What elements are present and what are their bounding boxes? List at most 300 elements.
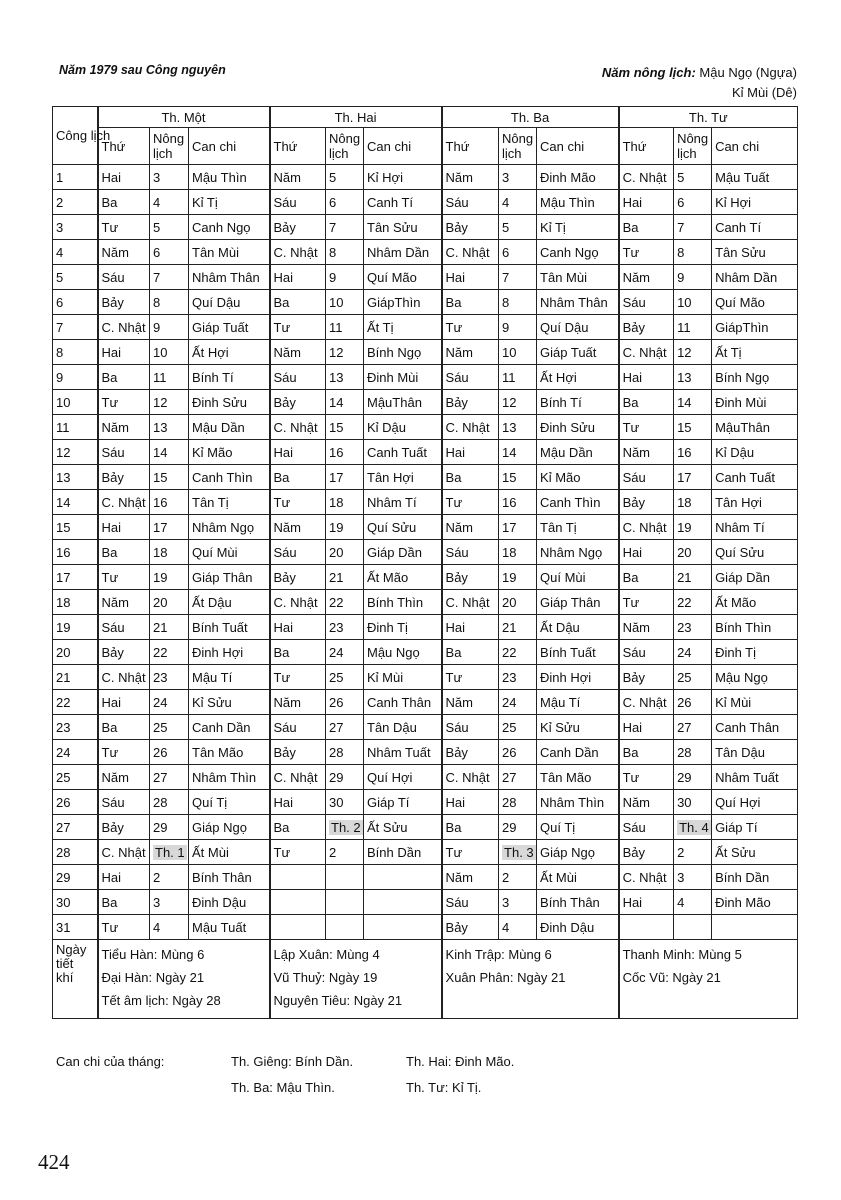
canchi-cell: [364, 865, 442, 890]
canchi-cell: Nhâm Tuất: [712, 765, 798, 790]
canchi-cell: Đinh Sửu: [537, 415, 619, 440]
canchi-cell: Quí Sửu: [364, 515, 442, 540]
canchi-cell: Ất Mão: [712, 590, 798, 615]
canchi-cell: Bính Ngọ: [364, 340, 442, 365]
weekday-cell: C. Nhật: [619, 165, 674, 190]
new-month-marker: Th. 1: [155, 844, 185, 860]
day-row: [53, 540, 798, 565]
lunar-day-cell: 29: [499, 815, 537, 840]
sub-header-weekday: Thứ: [270, 128, 326, 165]
weekday-cell: Tư: [270, 665, 326, 690]
canchi-cell: Canh Tí: [712, 215, 798, 240]
weekday-cell: Năm: [619, 265, 674, 290]
day-row: [53, 340, 798, 365]
sub-header-canchi: Can chi: [712, 128, 798, 165]
day-cell: 4: [53, 240, 98, 265]
canchi-cell: MậuThân: [364, 390, 442, 415]
lunar-day-cell: 2: [326, 840, 364, 865]
lunar-day-cell: 22: [326, 590, 364, 615]
lunar-day-cell: [674, 815, 712, 840]
lunar-day-cell: 16: [674, 440, 712, 465]
canchi-cell: Bính Tí: [189, 365, 270, 390]
day-row: [53, 290, 798, 315]
canchi-cell: Quí Mão: [364, 265, 442, 290]
weekday-cell: Ba: [98, 540, 150, 565]
weekday-cell: Hai: [619, 365, 674, 390]
lunar-day-cell: 2: [674, 840, 712, 865]
tiet-khi-cell: [98, 940, 270, 1019]
lunar-day-cell: 25: [326, 665, 364, 690]
weekday-cell: [270, 915, 326, 940]
canchi-cell: [364, 915, 442, 940]
lunar-year-label: Năm nông lịch:: [601, 65, 696, 80]
day-cell: 16: [53, 540, 98, 565]
weekday-cell: Hai: [619, 540, 674, 565]
lunar-day-cell: 17: [499, 515, 537, 540]
canchi-cell: Tân Mão: [189, 740, 270, 765]
weekday-cell: Bảy: [619, 490, 674, 515]
day-cell: 23: [53, 715, 98, 740]
canchi-cell: GiápThìn: [364, 290, 442, 315]
lunar-day-cell: [150, 840, 189, 865]
lunar-day-cell: 19: [674, 515, 712, 540]
canchi-cell: Mậu Thìn: [537, 190, 619, 215]
canchi-cell: Bính Tí: [537, 390, 619, 415]
footer-month-gieng: Th. Giêng: Bính Dần.: [231, 1054, 354, 1069]
canchi-cell: Kỉ Dậu: [364, 415, 442, 440]
weekday-cell: Sáu: [98, 440, 150, 465]
new-month-marker: Th. 3: [504, 844, 534, 860]
weekday-cell: [270, 890, 326, 915]
weekday-cell: C. Nhật: [98, 315, 150, 340]
canchi-cell: Giáp Tuất: [537, 340, 619, 365]
weekday-cell: Tư: [619, 765, 674, 790]
lunar-day-cell: 14: [499, 440, 537, 465]
day-row: [53, 440, 798, 465]
day-row: [53, 590, 798, 615]
day-cell: 6: [53, 290, 98, 315]
lunar-day-cell: 6: [499, 240, 537, 265]
lunar-day-cell: 10: [499, 340, 537, 365]
lunar-day-cell: 3: [150, 165, 189, 190]
day-row: [53, 240, 798, 265]
canchi-cell: Mậu Tuất: [712, 165, 798, 190]
lunar-day-cell: 4: [150, 190, 189, 215]
lunar-day-cell: 14: [674, 390, 712, 415]
canchi-cell: Đinh Dậu: [537, 915, 619, 940]
weekday-cell: Sáu: [270, 715, 326, 740]
lunar-day-cell: 24: [150, 690, 189, 715]
lunar-day-cell: 8: [150, 290, 189, 315]
weekday-cell: Ba: [270, 640, 326, 665]
day-cell: 8: [53, 340, 98, 365]
weekday-cell: Sáu: [619, 815, 674, 840]
lunar-day-cell: 16: [150, 490, 189, 515]
lunar-day-cell: 12: [150, 390, 189, 415]
canchi-cell: Giáp Thân: [189, 565, 270, 590]
calendar-body: [53, 107, 798, 1019]
lunar-day-cell: 3: [499, 890, 537, 915]
weekday-cell: Ba: [442, 465, 499, 490]
weekday-cell: Năm: [270, 515, 326, 540]
lunar-day-cell: 2: [150, 865, 189, 890]
month-header-row: [53, 107, 798, 128]
sub-header-canchi: Can chi: [364, 128, 442, 165]
month-header: Th. Một: [98, 107, 270, 128]
lunar-day-cell: 26: [499, 740, 537, 765]
canchi-cell: Canh Dần: [189, 715, 270, 740]
day-cell: 28: [53, 840, 98, 865]
lunar-day-cell: 4: [499, 190, 537, 215]
tiet-khi-entry: Xuân Phân: Ngày 21: [445, 970, 566, 985]
weekday-cell: Năm: [98, 240, 150, 265]
canchi-cell: Tân Hợi: [364, 465, 442, 490]
lunar-day-cell: 24: [499, 690, 537, 715]
day-cell: 2: [53, 190, 98, 215]
weekday-cell: Năm: [442, 690, 499, 715]
tiet-khi-entry: Kinh Trập: Mùng 6: [445, 947, 552, 962]
lunar-day-cell: 30: [674, 790, 712, 815]
day-row: [53, 565, 798, 590]
lunar-day-cell: 21: [499, 615, 537, 640]
lunar-day-cell: 24: [674, 640, 712, 665]
canchi-cell: Bính Thân: [189, 865, 270, 890]
canchi-cell: Đinh Tị: [712, 640, 798, 665]
weekday-cell: Ba: [442, 290, 499, 315]
day-row: [53, 840, 798, 865]
day-row: [53, 515, 798, 540]
lunar-day-cell: 2: [499, 865, 537, 890]
weekday-cell: Năm: [442, 515, 499, 540]
lunar-day-cell: 23: [150, 665, 189, 690]
weekday-cell: Bảy: [270, 565, 326, 590]
weekday-cell: [270, 865, 326, 890]
canchi-cell: Giáp Dần: [364, 540, 442, 565]
tiet-khi-cell: [619, 940, 798, 1019]
canchi-cell: Quí Mùi: [189, 540, 270, 565]
lunar-day-cell: 4: [150, 915, 189, 940]
lunar-day-cell: 5: [674, 165, 712, 190]
day-row: [53, 315, 798, 340]
lunar-day-cell: [326, 865, 364, 890]
day-cell: 19: [53, 615, 98, 640]
weekday-cell: Bảy: [270, 390, 326, 415]
lunar-day-cell: 26: [674, 690, 712, 715]
lunar-day-cell: [326, 890, 364, 915]
canchi-cell: Ất Dậu: [537, 615, 619, 640]
lunar-day-cell: 17: [674, 465, 712, 490]
day-row: [53, 690, 798, 715]
canchi-cell: Bính Tuất: [189, 615, 270, 640]
canchi-cell: Tân Dậu: [364, 715, 442, 740]
weekday-cell: Năm: [442, 340, 499, 365]
weekday-cell: Bảy: [619, 840, 674, 865]
weekday-cell: Ba: [98, 190, 150, 215]
canchi-cell: Giáp Tí: [364, 790, 442, 815]
month-header: Th. Hai: [270, 107, 442, 128]
canchi-cell: Đinh Mão: [712, 890, 798, 915]
sub-header-weekday: Thứ: [619, 128, 674, 165]
weekday-cell: Sáu: [442, 715, 499, 740]
weekday-cell: C. Nhật: [442, 240, 499, 265]
weekday-cell: Bảy: [270, 740, 326, 765]
weekday-cell: C. Nhật: [98, 840, 150, 865]
weekday-cell: Tư: [270, 840, 326, 865]
weekday-cell: Hai: [442, 615, 499, 640]
lunar-day-cell: [326, 815, 364, 840]
day-row: [53, 815, 798, 840]
canchi-cell: Bính Dần: [364, 840, 442, 865]
lunar-day-cell: 29: [326, 765, 364, 790]
day-row: [53, 665, 798, 690]
canchi-cell: Kỉ Sửu: [189, 690, 270, 715]
canchi-cell: Quí Dậu: [189, 290, 270, 315]
canchi-cell: Quí Dậu: [537, 315, 619, 340]
tiet-khi-entry: Thanh Minh: Mùng 5: [622, 947, 742, 962]
canchi-cell: Canh Tuất: [364, 440, 442, 465]
day-row: [53, 715, 798, 740]
lunar-day-cell: 19: [499, 565, 537, 590]
corner-label: Công lịch: [53, 107, 98, 165]
weekday-cell: C. Nhật: [619, 515, 674, 540]
lunar-day-cell: 28: [150, 790, 189, 815]
lunar-day-cell: 29: [150, 815, 189, 840]
weekday-cell: Bảy: [619, 665, 674, 690]
canchi-cell: Tân Mùi: [189, 240, 270, 265]
canchi-cell: Giáp Ngọ: [537, 840, 619, 865]
canchi-cell: Kỉ Hợi: [712, 190, 798, 215]
day-cell: 30: [53, 890, 98, 915]
month-header: Th. Tư: [619, 107, 798, 128]
canchi-cell: Nhâm Thìn: [189, 765, 270, 790]
lunar-day-cell: 19: [150, 565, 189, 590]
weekday-cell: Hai: [98, 515, 150, 540]
lunar-day-cell: 13: [150, 415, 189, 440]
lunar-day-cell: 12: [499, 390, 537, 415]
canchi-cell: Kỉ Dậu: [712, 440, 798, 465]
tiet-khi-entry: Nguyên Tiêu: Ngày 21: [273, 993, 403, 1008]
lunar-day-cell: 27: [326, 715, 364, 740]
canchi-cell: Canh Ngọ: [189, 215, 270, 240]
tiet-khi-entry: Đại Hàn: Ngày 21: [101, 970, 205, 985]
lunar-day-cell: 25: [499, 715, 537, 740]
weekday-cell: Bảy: [442, 915, 499, 940]
lunar-day-cell: 20: [150, 590, 189, 615]
canchi-cell: Quí Hợi: [364, 765, 442, 790]
lunar-day-cell: 18: [674, 490, 712, 515]
canchi-cell: [364, 890, 442, 915]
day-row: [53, 890, 798, 915]
lunar-day-cell: 26: [326, 690, 364, 715]
weekday-cell: Ba: [98, 890, 150, 915]
lunar-day-cell: 7: [150, 265, 189, 290]
day-row: [53, 415, 798, 440]
canchi-cell: Kỉ Tị: [189, 190, 270, 215]
canchi-cell: [712, 915, 798, 940]
lunar-day-cell: 15: [674, 415, 712, 440]
weekday-cell: Tư: [98, 565, 150, 590]
canchi-cell: Giáp Tí: [712, 815, 798, 840]
day-cell: 14: [53, 490, 98, 515]
canchi-cell: Đinh Hợi: [537, 665, 619, 690]
tiet-khi-label: Ngày tiết khí: [53, 940, 98, 1019]
canchi-cell: Mậu Ngọ: [364, 640, 442, 665]
lunar-day-cell: 15: [326, 415, 364, 440]
lunar-day-cell: 5: [326, 165, 364, 190]
lunar-day-cell: 14: [150, 440, 189, 465]
weekday-cell: Tư: [619, 590, 674, 615]
canchi-cell: Giáp Dần: [712, 565, 798, 590]
day-cell: 29: [53, 865, 98, 890]
lunar-day-cell: 18: [326, 490, 364, 515]
lunar-day-cell: 30: [326, 790, 364, 815]
weekday-cell: C. Nhật: [619, 690, 674, 715]
weekday-cell: Sáu: [442, 890, 499, 915]
day-row: [53, 490, 798, 515]
lunar-day-cell: 18: [499, 540, 537, 565]
day-cell: 31: [53, 915, 98, 940]
new-month-marker: Th. 4: [679, 819, 709, 835]
weekday-cell: Hai: [98, 165, 150, 190]
lunar-day-cell: 14: [326, 390, 364, 415]
canchi-cell: Ất Dậu: [189, 590, 270, 615]
day-cell: 25: [53, 765, 98, 790]
weekday-cell: Hai: [619, 715, 674, 740]
canchi-cell: Giáp Ngọ: [189, 815, 270, 840]
canchi-cell: Ất Hợi: [537, 365, 619, 390]
weekday-cell: C. Nhật: [442, 590, 499, 615]
lunar-day-cell: 25: [150, 715, 189, 740]
canchi-cell: Quí Hợi: [712, 790, 798, 815]
lunar-day-cell: 23: [499, 665, 537, 690]
tiet-khi-entry: Vũ Thuỷ: Ngày 19: [273, 970, 378, 985]
canchi-cell: Canh Tí: [364, 190, 442, 215]
day-cell: 18: [53, 590, 98, 615]
lunar-day-cell: 9: [499, 315, 537, 340]
lunar-day-cell: 28: [326, 740, 364, 765]
lunar-day-cell: [674, 915, 712, 940]
lunar-day-cell: 21: [326, 565, 364, 590]
canchi-cell: Kỉ Mão: [537, 465, 619, 490]
canchi-cell: Nhâm Tí: [712, 515, 798, 540]
day-cell: 21: [53, 665, 98, 690]
day-row: [53, 265, 798, 290]
weekday-cell: Năm: [98, 765, 150, 790]
day-row: [53, 915, 798, 940]
sub-header-lunar: Nông lịch: [674, 128, 712, 165]
day-cell: 10: [53, 390, 98, 415]
weekday-cell: Năm: [619, 790, 674, 815]
weekday-cell: Ba: [442, 640, 499, 665]
weekday-cell: Ba: [442, 815, 499, 840]
lunar-day-cell: 16: [499, 490, 537, 515]
page-number: 424: [38, 1150, 70, 1174]
lunar-day-cell: 9: [326, 265, 364, 290]
weekday-cell: C. Nhật: [619, 340, 674, 365]
lunar-day-cell: 17: [326, 465, 364, 490]
weekday-cell: Ba: [619, 740, 674, 765]
lunar-day-cell: 18: [150, 540, 189, 565]
weekday-cell: Hai: [270, 440, 326, 465]
canchi-cell: Nhâm Thân: [189, 265, 270, 290]
tiet-khi-cell: [442, 940, 619, 1019]
weekday-cell: C. Nhật: [98, 665, 150, 690]
lunar-day-cell: [499, 840, 537, 865]
weekday-cell: Bảy: [442, 390, 499, 415]
weekday-cell: C. Nhật: [442, 415, 499, 440]
weekday-cell: Bảy: [619, 315, 674, 340]
canchi-cell: Tân Mão: [537, 765, 619, 790]
sub-header-canchi: Can chi: [537, 128, 619, 165]
weekday-cell: Bảy: [442, 740, 499, 765]
sub-header-lunar: Nông lịch: [499, 128, 537, 165]
lunar-day-cell: 8: [499, 290, 537, 315]
day-cell: 7: [53, 315, 98, 340]
lunar-day-cell: 21: [150, 615, 189, 640]
weekday-cell: Sáu: [442, 365, 499, 390]
weekday-cell: C. Nhật: [270, 590, 326, 615]
lunar-year-value-1: Mậu Ngọ (Ngựa): [699, 65, 797, 80]
lunar-day-cell: 23: [326, 615, 364, 640]
canchi-cell: Giáp Thân: [537, 590, 619, 615]
weekday-cell: Hai: [442, 790, 499, 815]
tiet-khi-row: [53, 940, 798, 1019]
lunar-day-cell: 3: [150, 890, 189, 915]
lunar-day-cell: 7: [326, 215, 364, 240]
weekday-cell: Hai: [442, 265, 499, 290]
tiet-khi-entry: Tiểu Hàn: Mùng 6: [101, 947, 205, 962]
canchi-cell: Bính Ngọ: [712, 365, 798, 390]
lunar-day-cell: 9: [674, 265, 712, 290]
weekday-cell: Hai: [270, 265, 326, 290]
tiet-khi-entry: Lập Xuân: Mùng 4: [273, 947, 380, 962]
canchi-cell: Bính Dần: [712, 865, 798, 890]
lunar-day-cell: 17: [150, 515, 189, 540]
weekday-cell: Ba: [619, 215, 674, 240]
weekday-cell: Sáu: [270, 540, 326, 565]
day-row: [53, 165, 798, 190]
day-cell: 11: [53, 415, 98, 440]
canchi-cell: Nhâm Ngọ: [537, 540, 619, 565]
canchi-cell: Canh Thân: [712, 715, 798, 740]
canchi-cell: Tân Sửu: [364, 215, 442, 240]
lunar-year-value-2: Kỉ Mùi (Dê): [731, 85, 797, 100]
canchi-cell: Kỉ Mão: [189, 440, 270, 465]
day-cell: 20: [53, 640, 98, 665]
lunar-day-cell: 11: [150, 365, 189, 390]
lunar-day-cell: 12: [674, 340, 712, 365]
canchi-cell: Ất Tị: [712, 340, 798, 365]
weekday-cell: Hai: [270, 615, 326, 640]
month-header: Th. Ba: [442, 107, 619, 128]
lunar-day-cell: 22: [150, 640, 189, 665]
canchi-cell: Quí Tị: [537, 815, 619, 840]
weekday-cell: Ba: [270, 815, 326, 840]
day-cell: 9: [53, 365, 98, 390]
weekday-cell: C. Nhật: [98, 490, 150, 515]
canchi-cell: Kỉ Tị: [537, 215, 619, 240]
weekday-cell: Hai: [270, 790, 326, 815]
canchi-cell: GiápThìn: [712, 315, 798, 340]
footer-label: Can chi của tháng:: [56, 1054, 165, 1069]
weekday-cell: Sáu: [619, 640, 674, 665]
lunar-day-cell: 20: [326, 540, 364, 565]
lunar-day-cell: 10: [326, 290, 364, 315]
canchi-cell: Canh Thân: [364, 690, 442, 715]
weekday-cell: Sáu: [442, 190, 499, 215]
day-row: [53, 465, 798, 490]
weekday-cell: C. Nhật: [619, 865, 674, 890]
